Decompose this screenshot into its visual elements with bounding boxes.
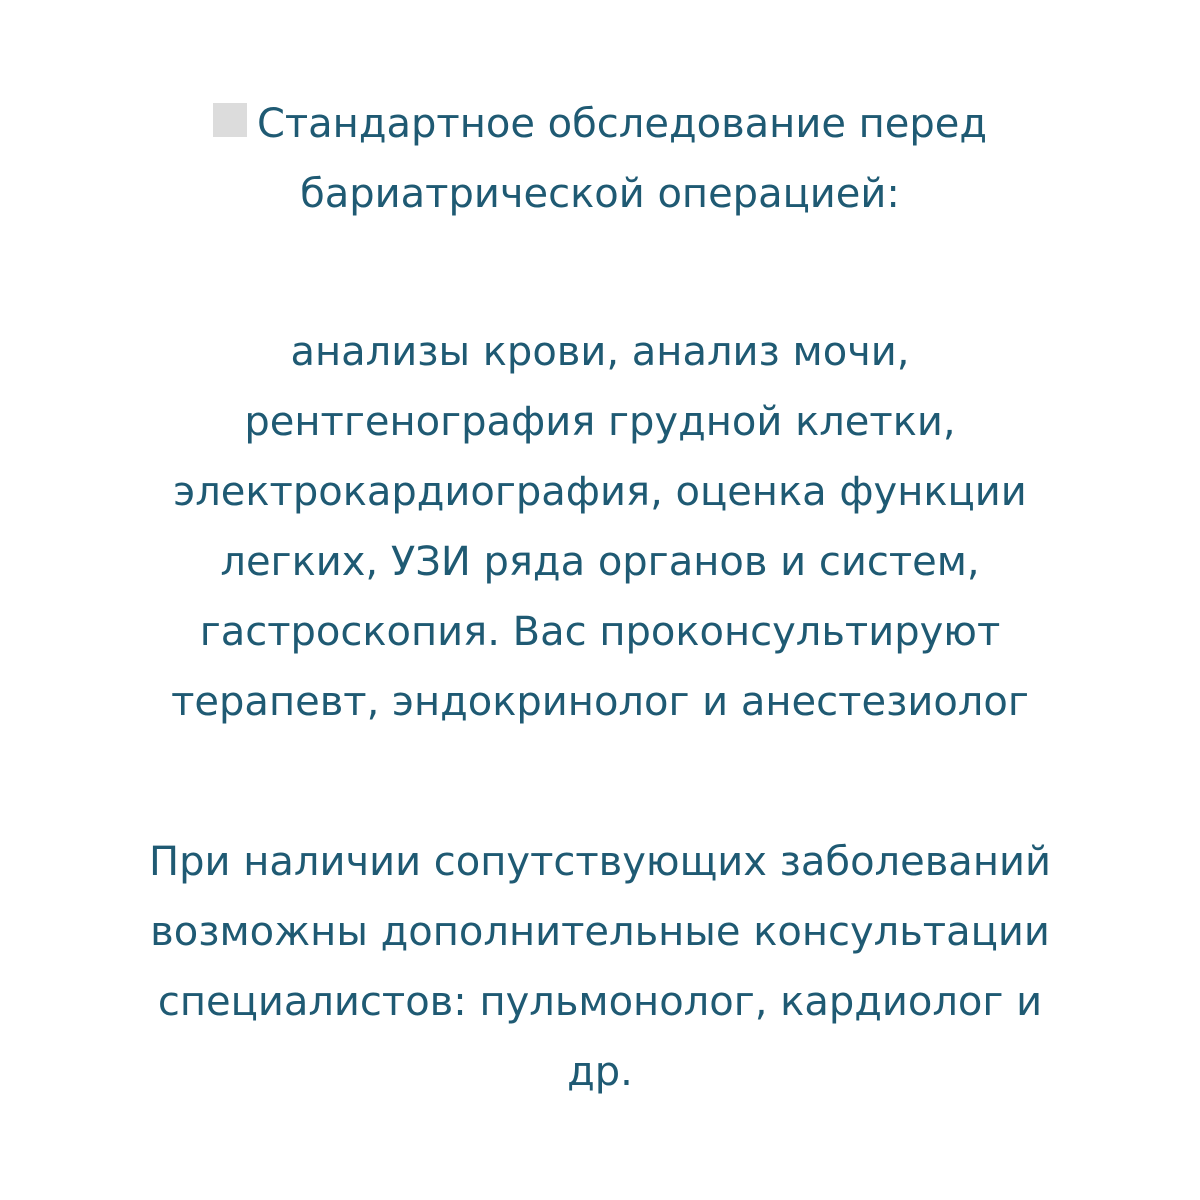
paragraph-examinations [0,329,1200,752]
paragraph1-line-5: гастроскопия. Вас проконсультируют [199,609,1001,655]
header-line-1 [90,101,1110,174]
paragraph-additional-consultations [0,839,1200,1122]
paragraph2-line-4: др. [567,1049,633,1095]
paragraph2-line-2: возможны дополнительные консультации [150,909,1050,955]
header-line-1-text: Стандартное обследование перед [256,101,988,147]
paragraph2-line-3: специалистов: пульмонолог, кардиолог и [157,979,1043,1025]
paragraph1-line-3: электрокардиография, оценка функции [173,469,1027,515]
paragraph1-line-6: терапевт, эндокринолог и анестезиолог [171,679,1029,725]
paragraph2-line-1: При наличии сопутствующих заболеваний [149,839,1051,885]
paragraph1-line-1: анализы крови, анализ мочи, [290,329,910,375]
header-line-2: бариатрической операцией: [300,171,900,217]
checkbox-icon [213,103,247,137]
header-block [0,101,1200,244]
paragraph1-line-2: рентгенография грудной клетки, [244,399,956,445]
paragraph1-line-4: легких, УЗИ ряда органов и систем, [220,539,980,585]
